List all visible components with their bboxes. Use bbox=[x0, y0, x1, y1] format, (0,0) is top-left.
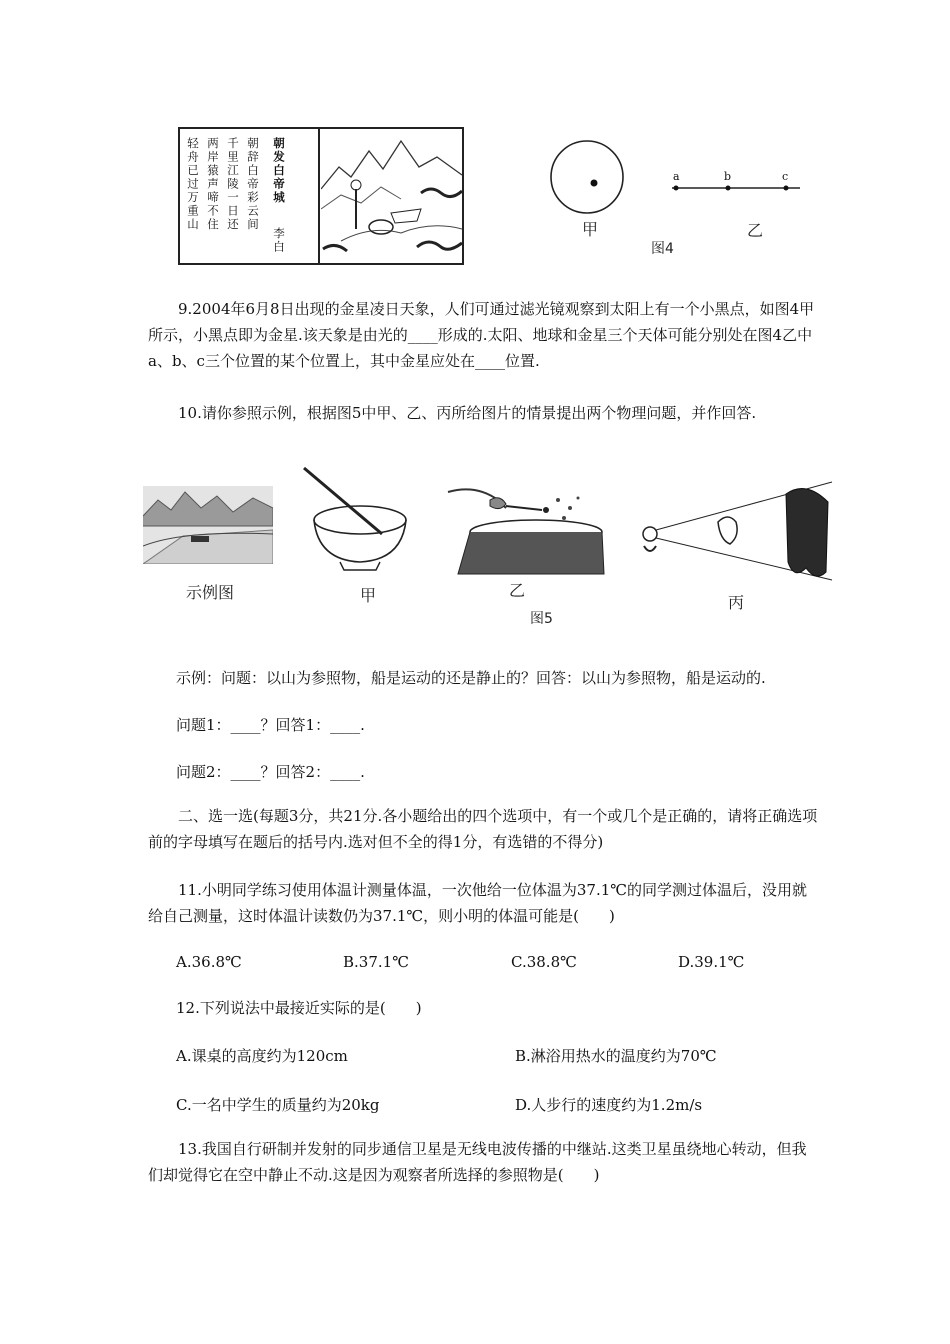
point-b-label: b bbox=[724, 170, 732, 183]
q11-option-d: D.39.1℃ bbox=[678, 953, 745, 971]
poem-line-3: 两岸猿声啼不住 bbox=[206, 137, 220, 232]
question-11-stem: 11.小明同学练习使用体温计测量体温，一次他给一位体温为37.1℃的同学测过体温后，没用就给自己测量，这时体温计读数仍为37.1℃，则小明的体温可能是( ) bbox=[148, 881, 808, 925]
q12-option-c: C.一名中学生的质量约为20kg bbox=[176, 1096, 380, 1114]
fig5-jia-label: 甲 bbox=[360, 586, 377, 605]
point-c-label: c bbox=[782, 170, 789, 183]
fig4-caption: 图4 bbox=[651, 241, 674, 257]
q11-option-b: B.37.1℃ bbox=[343, 953, 409, 971]
mountain-boat-picture bbox=[321, 129, 462, 263]
q11-option-c: C.38.8℃ bbox=[511, 953, 577, 971]
poem-line-4: 轻舟已过万重山 bbox=[186, 137, 200, 232]
light-shadow-picture bbox=[636, 476, 836, 584]
fig5-bing-label: 丙 bbox=[728, 593, 745, 612]
question-12-stem: 12.下列说法中最接近实际的是( ) bbox=[176, 999, 422, 1017]
fig4-jia-label: 甲 bbox=[582, 220, 599, 239]
example-line: 示例：问题：以山为参照物，船是运动的还是静止的？回答：以山为参照物，船是运动的. bbox=[176, 669, 766, 687]
sun-with-venus-diagram bbox=[548, 138, 626, 216]
poem-divider bbox=[318, 129, 320, 263]
question-1-line: 问题1：____？回答1：____. bbox=[176, 716, 365, 734]
poem-line-2: 千里江陵一日还 bbox=[226, 137, 240, 232]
poem-illustration bbox=[178, 127, 464, 265]
abc-position-line bbox=[668, 184, 804, 192]
question-9: 9.2004年6月8日出现的金星凌日天象，人们可通过滤光镜观察到太阳上有一个小黑点，如图4甲所示，小黑点即为金星.该天象是由光的____形成的.太阳、地球和金星三个天体可能分别处在图4乙中a、b、c三个位置的某个位置上，其中金星应处在____位置. bbox=[148, 300, 815, 370]
q12-option-a: A.课桌的高度约为120cm bbox=[176, 1047, 348, 1065]
poem-line-1: 朝辞白帝彩云间 bbox=[246, 137, 260, 232]
fig5-example-label: 示例图 bbox=[186, 583, 235, 602]
bowl-chopstick-picture bbox=[300, 464, 412, 574]
question-10: 10.请你参照示例，根据图5中甲、乙、丙所给图片的情景提出两个物理问题，并作回答. bbox=[178, 404, 757, 422]
question-2-line: 问题2：____？回答2：____. bbox=[176, 763, 365, 781]
fig5-caption: 图5 bbox=[530, 611, 553, 627]
drum-picture bbox=[446, 470, 606, 576]
poem-title: 朝发白帝城 bbox=[272, 137, 286, 205]
q12-option-b: B.淋浴用热水的温度约为70℃ bbox=[515, 1047, 717, 1065]
fig5-yi-label: 乙 bbox=[509, 581, 526, 600]
question-13-stem: 13.我国自行研制并发射的同步通信卫星是无线电波传播的中继站.这类卫星虽绕地心转动，但我们却觉得它在空中静止不动.这是因为观察者所选择的参照物是( ) bbox=[148, 1140, 807, 1184]
poem-author: 李白 bbox=[272, 227, 286, 254]
example-landscape-picture bbox=[143, 486, 273, 564]
fig4-yi-label: 乙 bbox=[747, 221, 764, 240]
section-2-heading: 二、选一选(每题3分，共21分.各小题给出的四个选项中，有一个或几个是正确的，请将正确选项前的字母填写在题后的括号内.选对但不全的得1分，有选错的不得分) bbox=[148, 807, 818, 851]
q11-option-a: A.36.8℃ bbox=[176, 953, 242, 971]
point-a-label: a bbox=[673, 170, 680, 183]
q12-option-d: D.人步行的速度约为1.2m/s bbox=[515, 1096, 703, 1114]
